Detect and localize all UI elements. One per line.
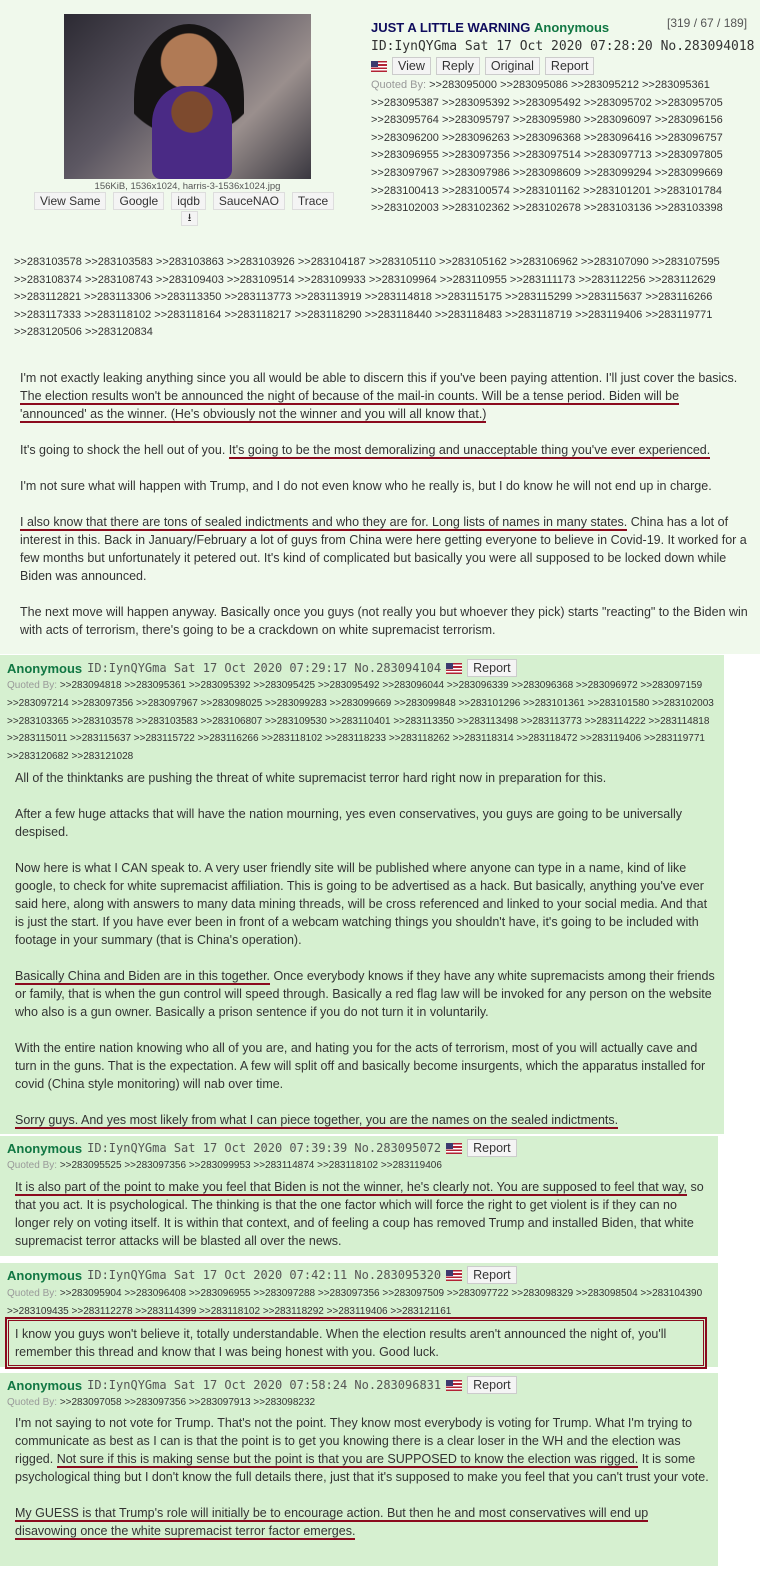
op-header (371, 20, 609, 35)
poster-name: Anonymous (7, 1377, 83, 1393)
quoted-by-list-continued (14, 254, 754, 342)
post-paragraph: I'm not sure what will happen with Trump, and I do not even know who he really is, but I do know he will not end up in charge. (20, 479, 712, 493)
post-thumbnail[interactable] (64, 14, 311, 179)
reply-header (7, 659, 517, 677)
thread-counts: [319 / 67 / 189] (667, 16, 748, 30)
post-paragraph: Now here is what I CAN speak to. A very user friendly site will be published where anyone can type in a name, kind of like google, to check for white supremacist affiliation. This is going to be advertised as a hack. But basically, anything you've ever said here, along with answers to many data mining threads, will be cross referenced and linked to your social media. And that is just the start. If you have ever been in front of a webcam watching things you shouldn't have, it's going to be included with footage in your summary (that is China's operation). (15, 861, 708, 947)
quoted-refs[interactable]: >>283103578 >>283103583 >>283103863 >>283103926 >>283104187 >>283105110 >>283105162 >>283106962 >>283107090 >>283107595 >>283108374 >>283108743 >>283109403 >>283109514 >>283109933 >>283109964 >>283110955 >>283111173 >>283112256 >>283112629 >>283112821 >>283113306 >>283113350 >>283113773 >>283113919 >>283114818 >>283115175 >>283115299 >>283115637 >>283116266 >>283117333 >>283118102 >>283118164 >>283118217 >>283118290 >>283118440 >>283118483 >>283118719 >>283119406 >>283119771 >>283120506 >>283120834 (14, 256, 720, 339)
file-meta: 156KiB, 1536x1024, harris-3-1536x1024.jpg (94, 181, 281, 192)
report-button[interactable]: Report (467, 1266, 517, 1284)
quoted-refs[interactable]: >>283095000 >>283095086 >>283095212 >>283095361 >>283095387 >>283095392 >>283095492 >>283095702 >>283095705 >>283095764 >>283095797 >>283095980 >>283096097 >>283096156 >>283096200 >>283096263 >>283096368 >>283096416 >>283096757 >>283096955 >>283097356 >>283097514 >>283097713 >>283097805 >>283097967 >>283097986 >>283098609 >>283099294 >>283099669 >>283100413 >>283100574 >>283101162 >>283101201 >>283101784 >>283102003 >>283102362 >>283102678 >>283103136 >>283103398 (371, 79, 723, 215)
quoted-by-list (7, 677, 719, 766)
trace-button[interactable]: Trace (292, 192, 334, 210)
underlined-text: My GUESS is that Trump's role will initially be to encourage action. But then he and most conservatives will end up disavowing once the white supremacist terror factor emerges. (15, 1506, 649, 1538)
quoted-by-list (7, 1394, 713, 1412)
us-flag-icon (446, 1143, 462, 1154)
post-paragraph: I'm not exactly leaking anything since you all would be able to discern this if you've been paying attention. I'll just cover the basics. The election results won't be announced the night of because of the mail-in counts. Will be a tense period. Biden will be 'announced' as the winner. (He's obviously not the winner and you will all know that.) (20, 371, 738, 421)
post-paragraph: After a few huge attacks that will have the nation mourning, yes even conservatives, you guys are going to be universally despised. (15, 807, 683, 839)
poster-name: Anonymous (7, 1140, 83, 1156)
post-id-line: ID:IynQYGma Sat 17 Oct 2020 07:42:11 No.283095320 (87, 1268, 442, 1282)
underlined-text: It is also part of the point to make you feel that Biden is not the winner, he's clearly not. You are supposed to feel that way, (15, 1180, 688, 1194)
post-paragraph (15, 1504, 712, 1540)
reply-post (0, 655, 724, 1134)
post-paragraph: I'm not saying to not vote for Trump. That's not the point. They know most everybody is voting for Trump. What I'm trying to communicate as best as I can is that the point is to get you knowing there is a clear loser in the WH and the election was rigged. Not sure if this is making sense but the point is that you are SUPPOSED to know the election was rigged. It is some psychological thing but I don't know the full details there, just that it's supposed to make you feel that you can't trust your vote. (15, 1416, 709, 1484)
quoted-by-label: Quoted By: (371, 79, 427, 91)
google-button[interactable]: Google (113, 192, 164, 210)
underlined-text: Sorry guys. And yes most likely from what I can piece together, you are the names on the sealed indictments. (15, 1113, 619, 1127)
post-body (15, 1414, 712, 1558)
poster-name: Anonymous (7, 1267, 83, 1283)
post-paragraph: It is also part of the point to make you feel that Biden is not the winner, he's clearly not. You are supposed to feel that way, so that you act. It is psychological. The thinking is that the one factor which will force the right to get violent is if they can no longer rely on voting itself. It is within that context, and of feeling a coup has removed Trump and installed Biden, that white supremacist terror attacks will be blasted all over the news. (15, 1180, 704, 1248)
quoted-refs[interactable]: >>283094818 >>283095361 >>283095392 >>283095425 >>283095492 >>283096044 >>283096339 >>283096368 >>283096972 >>283097159 >>283097214 >>283097356 >>283097967 >>283098025 >>283099283 >>283099669 >>283099848 >>283101296 >>283101361 >>283101580 >>283102003 >>283103365 >>283103578 >>283103583 >>283106807 >>283109530 >>283110401 >>283113350 >>283113498 >>283113773 >>283114222 >>283114818 >>283115011 >>283115637 >>283115722 >>283116266 >>283118102 >>283118233 >>283118262 >>283118314 >>283118472 >>283119406 >>283119771 >>283120682 >>283121028 (7, 680, 714, 763)
underlined-text: It's going to be the most demoralizing and unacceptable thing you've ever experienced. (228, 443, 711, 457)
quoted-by-list (7, 1285, 713, 1321)
post-paragraph: I know you guys won't believe it, totally understandable. When the election results aren't announced the night of, you'll remember this thread and know that I was being honest with you. Good luck. (15, 1327, 667, 1359)
underlined-text: The election results won't be announced the night of because of the mail-in counts. Will be a tense period. Biden will be 'announced' as the winner. (He's obviously not the winner and you will all know that.) (20, 389, 680, 421)
reply-post (0, 1136, 718, 1256)
view-same-button[interactable]: View Same (34, 192, 106, 210)
op-post (0, 0, 760, 654)
original-button[interactable]: Original (485, 57, 540, 75)
report-button[interactable]: Report (467, 1139, 517, 1157)
reply-header (7, 1266, 517, 1284)
us-flag-icon (446, 663, 462, 674)
post-paragraph: I also know that there are tons of sealed indictments and who they are for. Long lists of names in many states. China has a lot of interest in this. Back in January/February a lot of guys from China were here getting everyone to believe in Covid-19. It worked for a few months but unfortunately it petered out. It's kind of complicated but basically you were all supposed to be locked down while Biden was announced. (20, 515, 747, 583)
reply-post (0, 1263, 718, 1367)
download-icon[interactable]: ⭳ (181, 211, 198, 226)
highlighted-post-body (6, 1318, 706, 1368)
report-button[interactable]: Report (545, 57, 595, 75)
image-search-buttons (34, 192, 334, 210)
post-paragraph: It's going to shock the hell out of you. It's going to be the most demoralizing and unacceptable thing you've ever experienced. (20, 443, 711, 457)
quoted-refs[interactable]: >>283095525 >>283097356 >>283099953 >>283114874 >>283118102 >>283119406 (59, 1160, 442, 1171)
us-flag-icon (446, 1380, 462, 1391)
post-subject: JUST A LITTLE WARNING (371, 20, 531, 35)
post-body (20, 369, 748, 657)
underlined-text: Basically China and Biden are in this together. (15, 969, 271, 983)
post-paragraph: The next move will happen anyway. Basically once you guys (not really you but whoever they pick) starts "reacting" to the Biden win with acts of terrorism, there's going to be a crackdown on white supremacist terrorism. (20, 605, 748, 637)
us-flag-icon (371, 61, 387, 72)
view-button[interactable]: View (392, 57, 431, 75)
quoted-by-label: Quoted By: (7, 1288, 58, 1299)
quoted-refs[interactable]: >>283095904 >>283096408 >>283096955 >>283097288 >>283097356 >>283097509 >>283097722 >>283098329 >>283098504 >>283104390 >>283109435 >>283112278 >>283114399 >>283118102 >>283118292 >>283119406 >>283121161 (7, 1288, 703, 1317)
post-body (15, 1178, 710, 1268)
post-id-line: ID:IynQYGma Sat 17 Oct 2020 07:28:20 No.283094018 (371, 39, 755, 54)
post-body (15, 769, 715, 1147)
quoted-refs[interactable]: >>283097058 >>283097356 >>283097913 >>283098232 (59, 1397, 316, 1408)
reply-header (7, 1139, 517, 1157)
post-paragraph: Basically China and Biden are in this together. Once everybody knows if they have any white supremacists among their friends or family, that is when the gun control will speed through. Basically a red flag law will be invoked for any person on the website who also is a gun owner. Basically a prison sentence if you do not turn it in voluntarily. (15, 969, 715, 1019)
post-id-line: ID:IynQYGma Sat 17 Oct 2020 07:58:24 No.283096831 (87, 1378, 442, 1392)
reply-button[interactable]: Reply (436, 57, 480, 75)
reply-header (7, 1376, 517, 1394)
quoted-by-label: Quoted By: (7, 1160, 58, 1171)
thumbnail-figure-child (152, 86, 232, 179)
us-flag-icon (446, 1270, 462, 1281)
report-button[interactable]: Report (467, 1376, 517, 1394)
underlined-text: I also know that there are tons of sealed indictments and who they are for. Long lists of names in many states. (20, 515, 628, 529)
report-button[interactable]: Report (467, 659, 517, 677)
underlined-text: Not sure if this is making sense but the point is that you are SUPPOSED to know the election was rigged. (56, 1452, 639, 1466)
post-paragraph (15, 1111, 715, 1129)
quoted-by-list (7, 1157, 713, 1175)
quoted-by-label: Quoted By: (7, 1397, 58, 1408)
quoted-by-label: Quoted By: (7, 680, 58, 691)
iqdb-button[interactable]: iqdb (171, 192, 206, 210)
saucenao-button[interactable]: SauceNAO (213, 192, 285, 210)
post-paragraph: All of the thinktanks are pushing the threat of white supremacist terror hard right now in preparation for this. (15, 771, 607, 785)
post-id-line: ID:IynQYGma Sat 17 Oct 2020 07:39:39 No.283095072 (87, 1141, 442, 1155)
post-paragraph: With the entire nation knowing who all of you are, and hating you for the acts of terrorism, most of you will actually cave and turn in the guns. That is the expectation. A few will split off and basically become insurgents, which the apparatus installed for covid (China style monitoring) will nab over time. (15, 1041, 706, 1091)
poster-name: Anonymous (534, 20, 610, 35)
reply-post (0, 1373, 718, 1566)
post-id-line: ID:IynQYGma Sat 17 Oct 2020 07:29:17 No.283094104 (87, 661, 442, 675)
quoted-by-list (371, 77, 751, 218)
post-controls (371, 57, 594, 75)
poster-name: Anonymous (7, 660, 83, 676)
